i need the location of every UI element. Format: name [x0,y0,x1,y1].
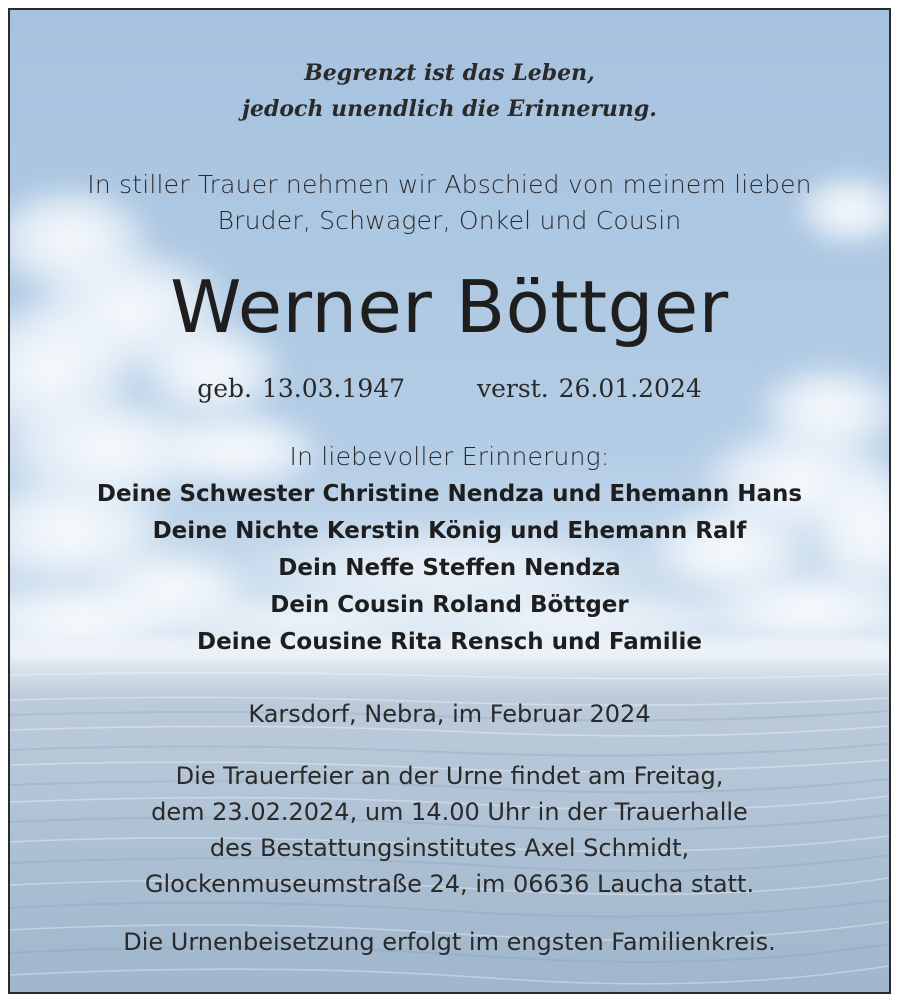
mourner-line: Dein Neffe Steffen Nendza [278,555,621,581]
mourner-line: Dein Cousin Roland Böttger [270,592,629,618]
death-date: verst. 26.01.2024 [476,374,702,403]
mourner-line: Deine Schwester Christine Nendza und Ehemann Hans [96,481,803,507]
place-date: Karsdorf, Nebra, im Februar 2024 [248,700,651,728]
intro-line-1: In stiller Trauer nehmen wir Abschied von meinem lieben [87,170,812,199]
ceremony-line: dem 23.02.2024, um 14.00 Uhr in der Trauerhalle [151,798,748,826]
ceremony-line: Glockenmuseumstraße 24, im 06636 Laucha statt. [144,870,755,898]
intro-line-2: Bruder, Schwager, Onkel und Cousin [217,206,682,235]
memory-heading: In liebevoller Erinnerung: [289,442,610,471]
birth-date: geb. 13.03.1947 [197,374,406,403]
ceremony-line: des Bestattungsinstitutes Axel Schmidt, [209,834,690,862]
deceased-name: Werner Böttger [170,265,729,349]
mourner-line: Deine Cousine Rita Rensch und Familie [197,629,702,655]
ceremony-line: Die Trauerfeier an der Urne findet am Freitag, [175,762,724,790]
motto-line-2: jedoch unendlich die Erinnerung. [242,96,657,122]
burial-note: Die Urnenbeisetzung erfolgt im engsten Familienkreis. [123,928,776,956]
motto-line-1: Begrenzt ist das Leben, [304,60,595,86]
mourner-line: Deine Nichte Kerstin König und Ehemann Ralf [152,518,747,544]
life-dates [10,374,889,403]
notice-text [10,10,889,992]
obituary-notice [8,8,891,994]
